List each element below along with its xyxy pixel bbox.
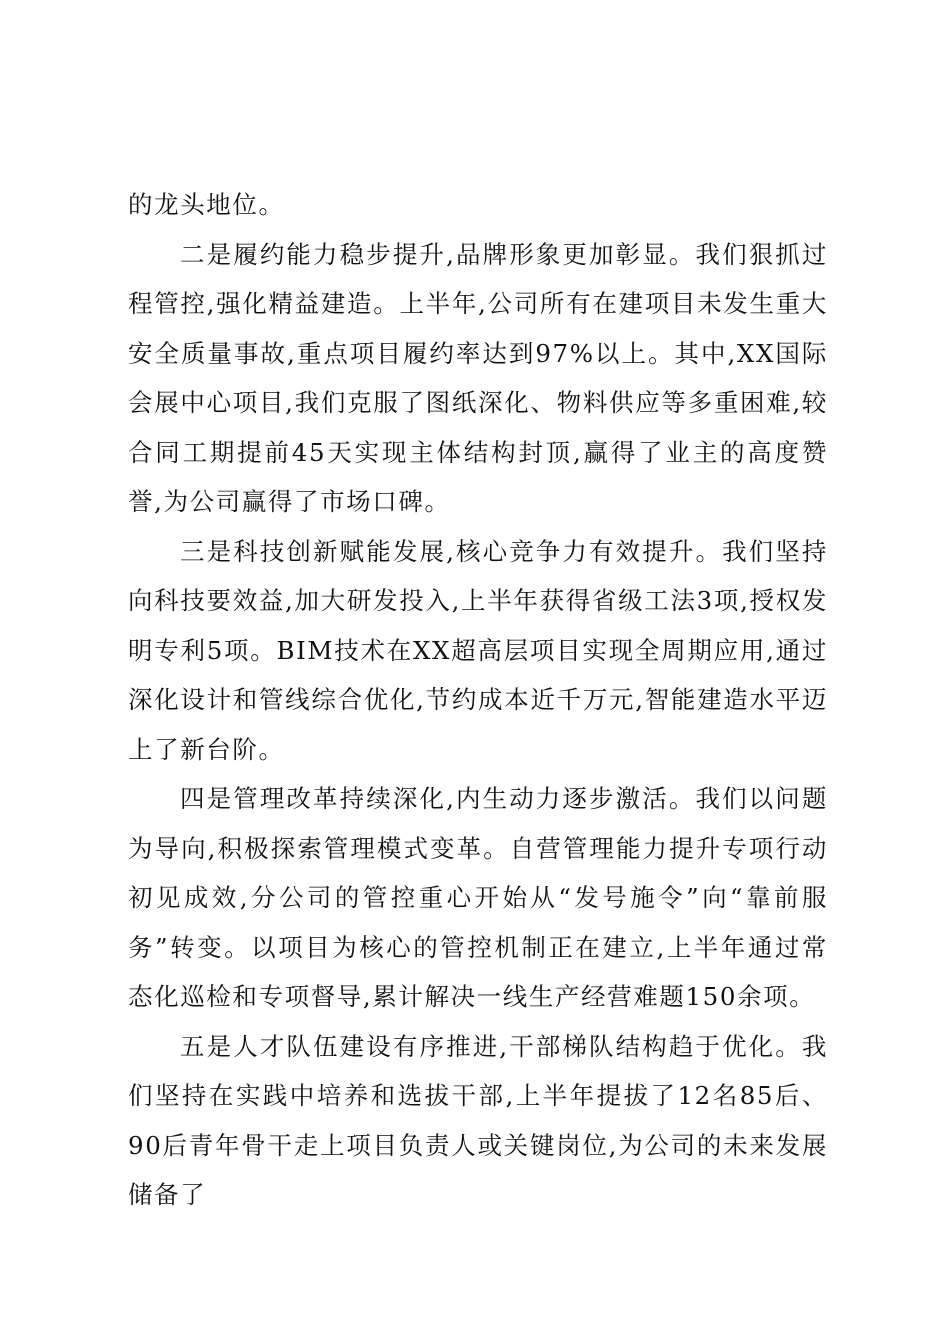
paragraph-talent: 五是人才队伍建设有序推进,干部梯队结构趋于优化。我们坚持在实践中培养和选拔干部,上半年提拔了12名85后、90后青年骨干走上项目负责人或关键岗位,为公司的未来发展储备了 (128, 1031, 828, 1209)
paragraph-performance: 二是履约能力稳步提升,品牌形象更加彰显。我们狠抓过程管控,强化精益建造。上半年,公司所有在建项目未发生重大安全质量事故,重点项目履约率达到97%以上。其中,XX国际会展中心项目,我们克服了图纸深化、物料供应等多重困难,较合同工期提前45天实现主体结构封顶,赢得了业主的高度赞誉,为公司赢得了市场口碑。 (128, 239, 828, 516)
paragraph-technology: 三是科技创新赋能发展,核心竞争力有效提升。我们坚持向科技要效益,加大研发投入,上半年获得省级工法3项,授权发明专利5项。BIM技术在XX超高层项目实现全周期应用,通过深化设计和管线综合优化,节约成本近千万元,智能建造水平迈上了新台阶。 (128, 536, 828, 764)
document-body (128, 180, 828, 1220)
paragraph-continuation: 的龙头地位。 (128, 190, 285, 219)
paragraph-management: 四是管理改革持续深化,内生动力逐步激活。我们以问题为导向,积极探索管理模式变革。自营管理能力提升专项行动初见成效,分公司的管控重心开始从“发号施令”向“靠前服务”转变。以项目为核心的管控机制正在建立,上半年通过常态化巡检和专项督导,累计解决一线生产经营难题150余项。 (128, 784, 828, 1011)
